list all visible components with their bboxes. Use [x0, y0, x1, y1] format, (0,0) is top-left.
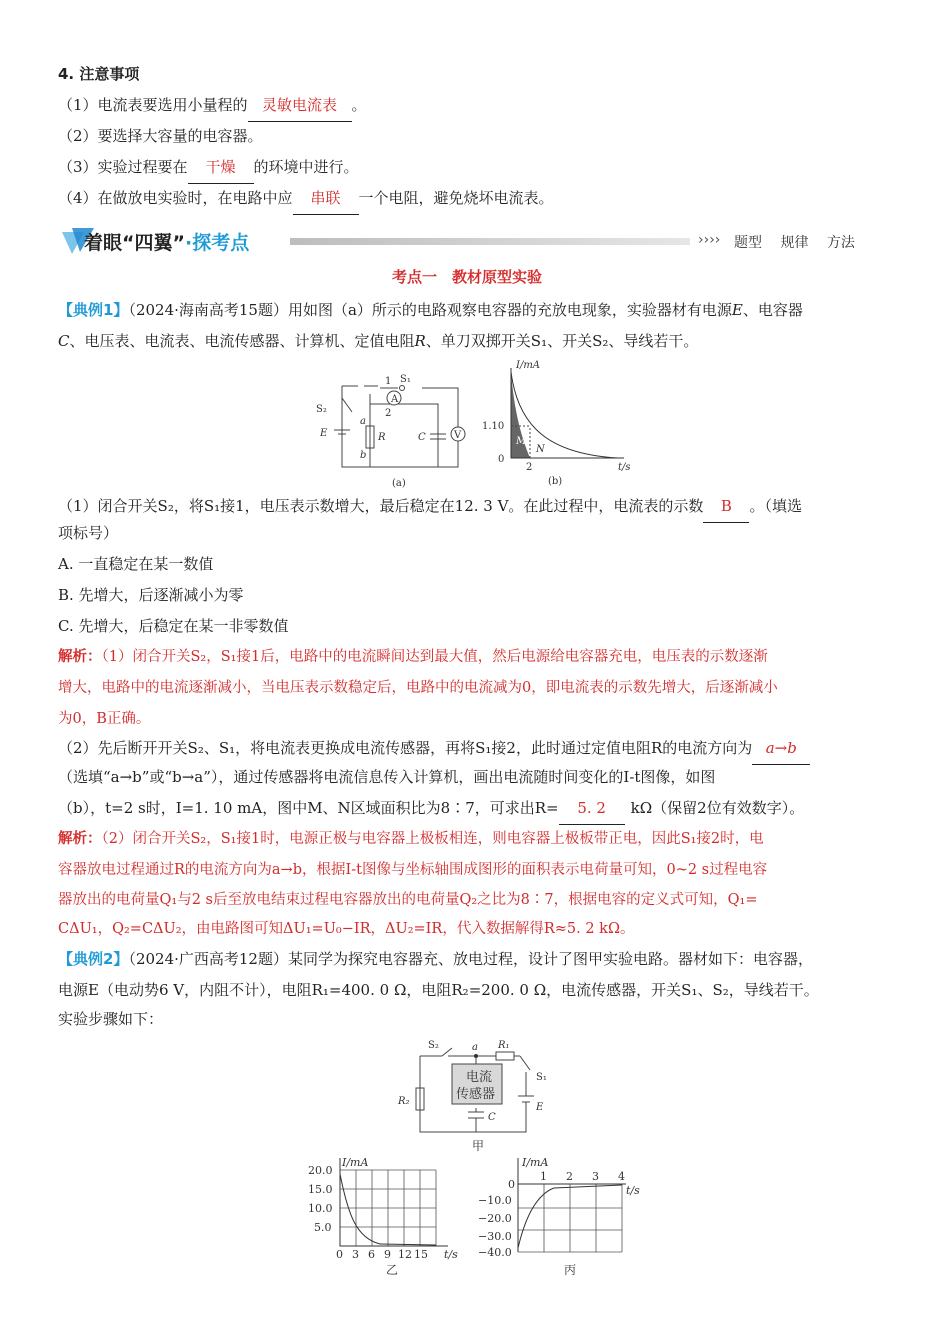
svg-text:3: 3 — [592, 1170, 599, 1183]
ex1-analysis-2-line2: 容器放电过程通过R的电流方向为a→b，根据I-t图像与坐标轴围成图形的面积表示电荷量可知，0~2 s过程电容 — [58, 862, 768, 878]
svg-text:2: 2 — [385, 408, 392, 419]
svg-text:1: 1 — [385, 376, 392, 387]
note-3: （3）实验过程要在 干燥 的环境中进行。 — [58, 152, 893, 184]
svg-text:C: C — [488, 1112, 496, 1123]
svg-text:6: 6 — [368, 1248, 375, 1261]
svg-text:电流: 电流 — [466, 1070, 493, 1085]
svg-text:乙: 乙 — [386, 1263, 399, 1277]
ex1-q2-line1: （2）先后断开开关S₂、S₁，将电流表更换成电流传感器，再将S₁接2，此时通过定值电阻R的电流方向为 a→b — [58, 733, 893, 765]
ex1-analysis-1-line1: 解析：（1）闭合开关S₂，S₁接1后，电路中的电流瞬间达到最大值，然后电源给电容器充电，电压表的示数逐渐 — [58, 649, 768, 665]
svg-text:0: 0 — [336, 1248, 343, 1261]
ex2-intro-line3: 实验步骤如下： — [58, 1010, 164, 1028]
svg-text:t/s: t/s — [444, 1248, 458, 1261]
ex1-option-b: B. 先增大，后逐渐减小为零 — [58, 586, 244, 604]
svg-text:I/mA: I/mA — [516, 360, 541, 371]
ex1-q1-line1: （1）闭合开关S₂，将S₁接1，电压表示数增大，最后稳定在12. 3 V。在此过程中，电流表的示数 B 。（填选 — [58, 491, 893, 523]
svg-text:S₁: S₁ — [400, 374, 411, 385]
svg-text:2: 2 — [526, 462, 533, 473]
banner-title-a: 着眼“四翼” — [84, 232, 185, 254]
svg-text:V: V — [454, 430, 462, 441]
svg-text:15.0: 15.0 — [308, 1183, 333, 1196]
ex1-intro-line1: 【典例1】（2024·海南高考15题）用如图（a）所示的电路观察电容器的充放电现象，实验器材有电源E、电容器 — [58, 301, 803, 319]
ex2-intro-line2: 电源E（电动势6 V，内阻不计），电阻R₁=400. 0 Ω，电阻R₂=200. 0 Ω，电流传感器，开关S₁、S₂，导线若干。 — [58, 981, 819, 999]
svg-text:−30.0: −30.0 — [478, 1230, 512, 1243]
svg-text:A: A — [391, 394, 399, 405]
svg-text:a: a — [360, 416, 366, 427]
topic-title: 考点一 教材原型实验 — [392, 268, 543, 286]
svg-text:9: 9 — [384, 1248, 391, 1261]
svg-text:a: a — [472, 1042, 478, 1053]
figure-b-graph — [478, 356, 638, 490]
section-banner: 着眼“四翼”·探考点 ›››› 题型 规律 方法 — [58, 224, 893, 260]
svg-text:15: 15 — [414, 1248, 428, 1261]
svg-text:S₂: S₂ — [428, 1040, 439, 1051]
ex2-intro-line1: 【典例2】（2024·广西高考12题）某同学为探究电容器充、放电过程，设计了图甲实验电路。器材如下：电容器， — [58, 950, 813, 968]
ex1-q2-line2: （选填“a→b”或“b→a”），通过传感器将电流信息传入计算机，画出电流随时间变化的I-t图像，如图 — [58, 768, 716, 786]
banner-bar — [290, 238, 690, 245]
svg-text:t/s: t/s — [626, 1184, 640, 1197]
ex1-analysis-1-line3: 为0，B正确。 — [58, 711, 151, 727]
banner-title-b: 探考点 — [192, 232, 250, 254]
banner-link-types[interactable]: 题型 — [734, 235, 762, 251]
svg-text:5.0: 5.0 — [314, 1221, 332, 1234]
svg-text:0: 0 — [508, 1178, 515, 1191]
banner-link-rules[interactable]: 规律 — [780, 235, 809, 251]
svg-text:1: 1 — [540, 1170, 547, 1183]
svg-text:−10.0: −10.0 — [478, 1194, 512, 1207]
figure-bing-graph — [474, 1154, 654, 1278]
banner-link-methods[interactable]: 方法 — [826, 235, 855, 251]
svg-text:R₂: R₂ — [398, 1096, 410, 1107]
ex1-intro-line2: C、电压表、电流表、电流传感器、计算机、定值电阻R、单刀双掷开关S₁、开关S₂、导线若干。 — [58, 332, 699, 350]
svg-text:传感器: 传感器 — [456, 1087, 496, 1102]
note-4-answer: 串联 — [293, 183, 359, 215]
ex1-q2-answer-1: a→b — [752, 733, 810, 765]
ex1-q1-line2: 项标号） — [58, 524, 119, 542]
svg-text:R₁: R₁ — [498, 1040, 510, 1051]
svg-text:t/s: t/s — [618, 462, 631, 473]
svg-text:20.0: 20.0 — [308, 1164, 333, 1177]
svg-text:3: 3 — [352, 1248, 359, 1261]
svg-text:−40.0: −40.0 — [478, 1246, 512, 1259]
svg-text:10.0: 10.0 — [308, 1202, 333, 1215]
ex1-option-a: A. 一直稳定在某一数值 — [58, 555, 214, 573]
svg-text:N: N — [536, 444, 545, 455]
svg-text:I/mA: I/mA — [342, 1156, 369, 1169]
figure-jia-circuit — [390, 1036, 560, 1154]
ex1-q1-answer: B — [703, 491, 749, 523]
note-1: （1）电流表要选用小量程的 灵敏电流表 。 — [58, 90, 893, 122]
svg-text:0: 0 — [498, 454, 505, 465]
svg-text:M: M — [516, 436, 527, 447]
svg-text:(b): (b) — [548, 476, 563, 487]
ex1-q2-line3: （b），t=2 s时，I=1. 10 mA，图中M、N区域面积比为8∶7，可求出R= 5. 2 kΩ（保留2位有效数字）。 — [58, 793, 893, 825]
svg-text:E: E — [320, 428, 328, 439]
svg-text:E: E — [536, 1102, 544, 1113]
svg-text:S₂: S₂ — [316, 404, 327, 415]
svg-text:12: 12 — [398, 1248, 412, 1261]
ex1-analysis-2-line1: 解析：（2）闭合开关S₂，S₁接1时，电源正极与电容器上极板相连，则电容器上极板带正电，因此S₁接2时，电 — [58, 831, 764, 847]
ex2-tag: 【典例2】 — [58, 950, 129, 968]
svg-text:1.10: 1.10 — [482, 421, 505, 432]
svg-text:I/mA: I/mA — [522, 1156, 549, 1169]
svg-text:(a): (a) — [392, 478, 406, 489]
svg-text:2: 2 — [566, 1170, 573, 1183]
figure-a-circuit — [312, 372, 472, 490]
note-2: （2）要选择大容量的电容器。 — [58, 127, 263, 145]
ex1-q2-answer-2: 5. 2 — [559, 793, 625, 825]
note-1-answer: 灵敏电流表 — [248, 90, 352, 122]
note-4: （4）在做放电实验时，在电路中应 串联 一个电阻，避免烧坏电流表。 — [58, 183, 893, 215]
section-heading: 4. 注意事项 — [58, 65, 140, 83]
banner-arrows: ›››› — [698, 232, 721, 248]
svg-text:甲: 甲 — [472, 1139, 485, 1153]
svg-text:C: C — [418, 432, 426, 443]
note-3-answer: 干燥 — [188, 152, 254, 184]
svg-text:丙: 丙 — [564, 1263, 577, 1277]
ex1-option-c: C. 先增大，后稳定在某一非零数值 — [58, 617, 289, 635]
svg-text:b: b — [360, 450, 367, 461]
ex1-tag: 【典例1】 — [58, 301, 129, 319]
svg-text:S₁: S₁ — [536, 1072, 547, 1083]
ex1-analysis-2-line4: CΔU₁，Q₂=CΔU₂，由电路图可知ΔU₁=U₀−IR，ΔU₂=IR，代入数据解得R≈5. 2 kΩ。 — [58, 921, 635, 937]
figure-yi-graph — [298, 1154, 468, 1278]
svg-text:4: 4 — [618, 1170, 625, 1183]
svg-text:R: R — [378, 432, 386, 443]
svg-text:−20.0: −20.0 — [478, 1212, 512, 1225]
ex1-analysis-2-line3: 器放出的电荷量Q₁与2 s后至放电结束过程电容器放出的电荷量Q₂之比为8∶7，根据电容的定义式可知，Q₁= — [58, 892, 758, 908]
ex1-analysis-1-line2: 增大，电路中的电流逐渐减小，当电压表示数稳定后，电路中的电流减为0，即电流表的示数先增大，后逐渐减小 — [58, 680, 778, 696]
